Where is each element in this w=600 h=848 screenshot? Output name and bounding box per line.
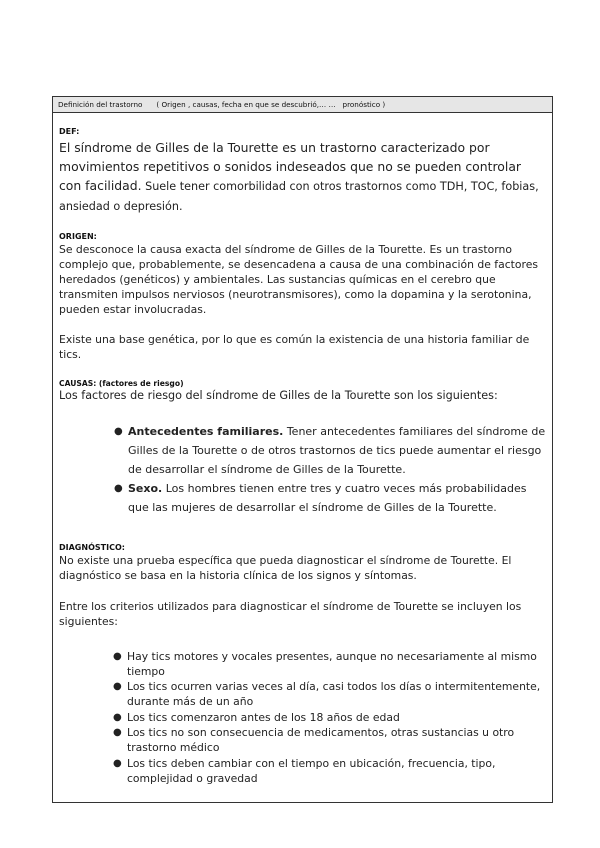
causas-label: CAUSAS: (factores de riesgo)	[59, 379, 184, 388]
diagnostico-paragraph-2: Entre los criterios utilizados para diagnosticar el síndrome de Tourette se incluyen los siguientes:	[59, 599, 522, 628]
bullet-icon: ●	[113, 757, 122, 769]
criterion-text: Los tics deben cambiar con el tiempo en ubicación, frecuencia, tipo, complejidad o gravedad	[127, 756, 496, 785]
bullet-icon: ●	[114, 482, 123, 494]
list-item	[113, 649, 546, 680]
bullet-icon: ●	[113, 681, 122, 693]
diagnostico-paragraph-1: No existe una prueba específica que pueda diagnosticar el síndrome de Tourette. El diagnóstico se basa en la historia clínica de los signos y síntomas.	[59, 553, 512, 582]
criterion-text: Los tics comenzaron antes de los 18 años de edad	[127, 710, 400, 724]
def-text-large: El síndrome de Gilles de la Tourette es un trastorno caracterizado por movimientos repetitivos o sonidos indeseados que no se pueden controlar con facilidad.	[59, 140, 522, 193]
list-item	[113, 756, 546, 787]
criterion-text: Los tics ocurren varias veces al día, casi todos los días o intermitentemente, durante más de un año	[127, 680, 541, 709]
def-label: DEF:	[59, 127, 80, 136]
risk-factor-list	[59, 422, 546, 517]
list-item	[113, 679, 546, 710]
bullet-icon: ●	[113, 726, 122, 738]
list-item	[114, 422, 546, 479]
origen-paragraph-1: Se desconoce la causa exacta del síndrome de Gilles de la Tourette. Es un trastorno complejo que, probablemente, se desencadena a causa de una combinación de factores heredados (genéticos) y ambientales. Las sustancias químicas en el cerebro que transmiten impulsos nerviosos (neurotransmisores), como la dopamina y la serotonina, pueden estar involucradas.	[59, 243, 538, 316]
bullet-icon: ●	[113, 650, 122, 662]
header-title: Definición del trastorno	[58, 100, 143, 109]
def-text-small: Suele tener comorbilidad con otros trastornos como TDH, TOC, fobias, ansiedad o depresión.	[59, 180, 539, 213]
header-criteria: ( Origen , causas, fecha en que se descubrió,… … pronóstico )	[156, 100, 386, 109]
bullet-icon: ●	[113, 711, 122, 723]
list-item	[113, 725, 546, 756]
causas-intro: Los factores de riesgo del síndrome de Gilles de la Tourette son los siguientes:	[59, 389, 498, 402]
def-paragraph	[59, 137, 547, 215]
criterion-text: Los tics no son consecuencia de medicamentos, otras sustancias u otro trastorno médico	[127, 725, 515, 755]
table-header	[53, 97, 552, 113]
risk-factor-title: Sexo.	[128, 481, 163, 495]
criterion-text: Hay tics motores y vocales presentes, aunque no necesariamente al mismo tiempo	[127, 649, 537, 678]
risk-factor-text: Tener antecedentes familiares del síndrome de Gilles de la Tourette o de otros trastornos de tics puede aumentar el riesgo de desarrollar el síndrome de Gilles de la Tourette.	[128, 424, 546, 476]
risk-factor-text: Los hombres tienen entre tres y cuatro veces más probabilidades que las mujeres de desarrollar el síndrome de Gilles de la Tourette.	[128, 481, 527, 514]
list-item	[113, 710, 546, 725]
risk-factor-title: Antecedentes familiares.	[128, 424, 284, 438]
definition-table	[52, 96, 553, 803]
table-body	[53, 113, 552, 786]
bullet-icon: ●	[114, 425, 123, 437]
list-item	[114, 479, 546, 517]
diagnostico-label: DIAGNÓSTICO:	[59, 542, 125, 552]
origen-paragraph-2: Existe una base genética, por lo que es común la existencia de una historia familiar de tics.	[59, 333, 530, 361]
origen-label: ORIGEN:	[59, 232, 97, 241]
criteria-list	[59, 649, 546, 787]
